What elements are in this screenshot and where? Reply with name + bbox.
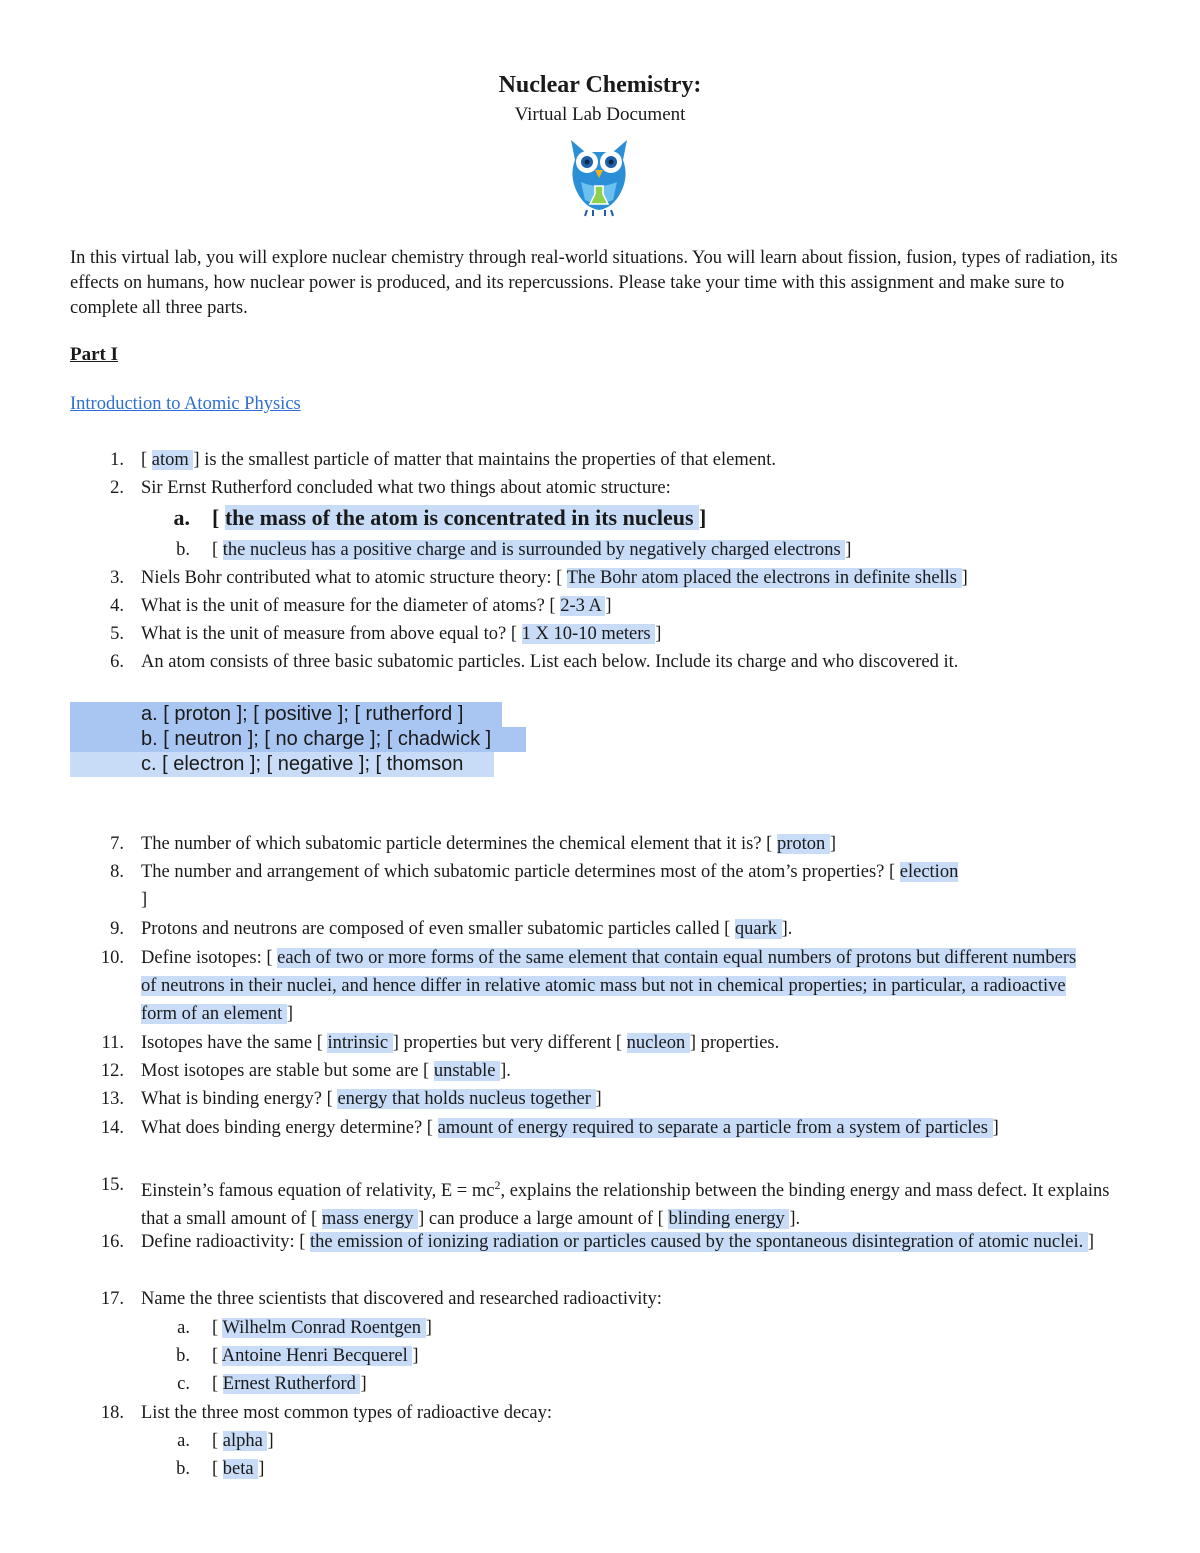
particle-answer-line[interactable]: c. [ electron ]; [ negative ]; [ thomson [70,752,494,777]
answer-field[interactable]: energy that holds nucleus together [337,1089,596,1109]
answer-field[interactable]: the emission of ionizing radiation or particles caused by the spontaneous disintegration of atomic nuclei. [310,1232,1088,1252]
answer-field[interactable]: mass energy [321,1209,419,1230]
intro-paragraph: In this virtual lab, you will explore nuclear chemistry through real-world situations. You will learn about fission, fusion, types of radiation, its effects on humans, how nuclear power is produced, and its repercussions. Please take your time with this assignment and make sure to complete all three parts. [70,248,1118,318]
particle-answer-line[interactable]: a. [ proton ]; [ positive ]; [ rutherford ] [70,702,502,727]
atomic-physics-link[interactable]: Introduction to Atomic Physics [70,394,301,414]
answer-field[interactable]: nucleon [626,1033,690,1053]
answer-field[interactable]: Ernest Rutherford [222,1374,361,1394]
answer-field[interactable]: 2-3 A [560,596,606,616]
answer-field[interactable]: amount of energy required to separate a particle from a system of particles [437,1118,993,1138]
document-title: Nuclear Chemistry: [498,72,702,98]
answer-field[interactable]: proton [776,834,830,854]
answer-field[interactable]: Wilhelm Conrad Roentgen [222,1318,426,1338]
answer-field[interactable]: the nucleus has a positive charge and is surrounded by negatively charged electrons [222,540,846,560]
answer-field[interactable]: unstable [433,1061,501,1081]
particle-answer-line[interactable]: b. [ neutron ]; [ no charge ]; [ chadwick ] [70,727,526,752]
answer-field[interactable]: the mass of the atom is concentrated in its nucleus [224,505,700,530]
answer-field[interactable]: atom [151,450,194,470]
answer-field[interactable]: beta [222,1459,259,1479]
document-page: Nuclear Chemistry: Virtual Lab Document In this virtual lab, you will explore nuclear chemistry through real-world situations. You will learn about fission, fusion, types of radiation, its effects on humans, how nuclear power is produced, and its repercussions. Please take your time with this assignment and make sure to complete all three parts. Part I Introduction to Atomic Physics 1. [ atom ] is the smallest particle of matter that maintains the properties of that element. 2. Sir Ernst Rutherford concluded what two things about atomic structure: a. [ the mass of the atom is concentrated in its nucleus ] b. [ the nucleus has a positive charge and is surrounded by negatively charged electrons ] 3. Niels Bohr contributed what to atomic structure theory: [ The Bohr atom placed the electrons in definite shells ] 4. What is the unit of measure for the diameter of atoms? [ 2-3 A ] 5. What is the unit of measure from above equal to? [ 1 X 10-10 meters ] 6. An atom consists of three basic subatomic particles. List each below. Include its charge and who discovered it. a. [ proton ]; [ positive ]; [ rutherford ] b. [ neutron ]; [ no charge ]; [ chadwick ] c. [ electron ]; [ negative ]; [ thomson 7. The number of which subatomic particle determines the chemical element that it is? [ proton ] 8. The number and arrangement of which subatomic particle determines most of the atom’s properties? [ election ] 9. Protons and neutrons are composed of even smaller subatomic particles called [ quark ]. 10. Define isotopes: [ each of two or more forms of the same element that contain equal numbers of protons but different numbers of neutrons in their nuclei, and hence differ in relative atomic mass but not in chemical properties; in particular, a radioactive form of an element ] 11. Isotopes have the same [ intrinsic ] properties but very different [ nucleon ] properties. 12. Most isotopes are stable but some are [ unstable ]. 13. What is binding energy? [ energy that holds nucleus together ] 14. What does binding energy determine? [ amount of energy required to separate a particle from a system of particles ] 15. Einstein’s famous equation of relativity, $E = mc^2$, explains the relationship between the binding energy and mass defect. It explains that a small amount of [ mass energy ] can produce a large amount of [ blinding energy ]. 16. Define radioactivity: [ the emission of ionizing radiation or particles caused by the spontaneous disintegration of atomic nuclei. ] 17. Name the three scientists that discovered and researched radioactivity: a. [ Wilhelm Conrad Roentgen ] b. [ Antoine Henri Becquerel ] c. [ Ernest Rutherford ] 18. List the three most common types of radioactive decay: a. [ alpha ] b. [ beta ] [0,0,1200,1553]
owl-scientist-logo-icon [563,130,635,218]
answer-field[interactable]: 1 X 10-10 meters [521,624,656,644]
answer-field[interactable]: blinding energy [668,1209,790,1230]
answer-field[interactable]: quark [734,919,782,939]
answer-field[interactable]: The Bohr atom placed the electrons in definite shells [566,568,962,588]
answer-field[interactable]: alpha [222,1431,268,1451]
answer-field[interactable]: election [899,862,959,882]
document-subtitle: Virtual Lab Document [514,104,686,125]
answer-field[interactable]: Antoine Henri Becquerel [221,1346,413,1366]
answer-field[interactable]: intrinsic [327,1033,393,1053]
answer-field[interactable]: each of two or more forms of the same element that contain equal numbers of protons but different numbers of neutrons in their nuclei, and hence differ in relative atomic mass but not in chemical properties; in particular, a radioactive form of an element [141,948,1077,1024]
part-heading: Part I [70,344,119,365]
